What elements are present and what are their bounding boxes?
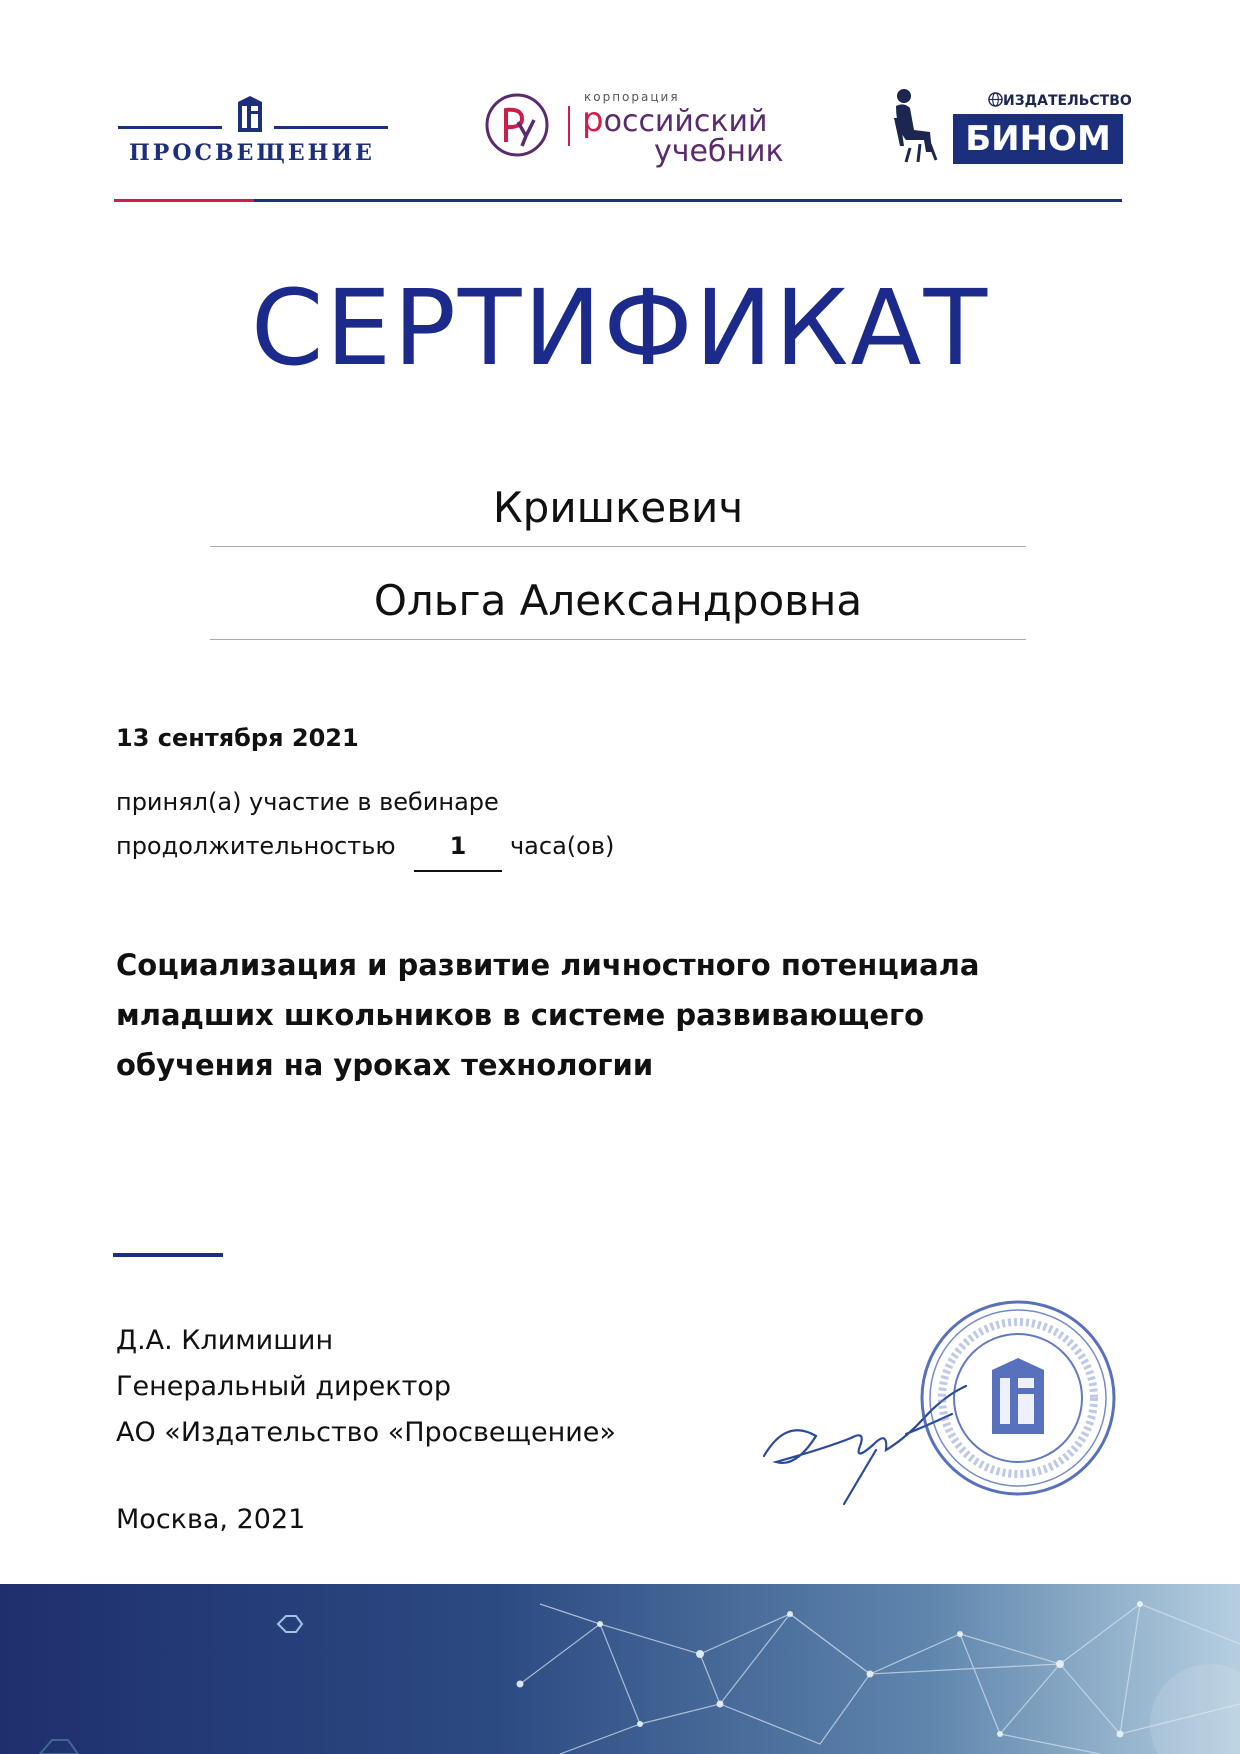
binom-logo [890,88,1132,168]
prosveshchenie-logo [114,90,390,170]
signer-name: Д.А. Климишин [116,1325,334,1356]
company-stamp [906,1298,1130,1498]
topic-line: обучения на уроках технологии [116,1048,654,1082]
duration-unit: часа(ов) [510,832,615,860]
logo-bar-right [274,126,388,129]
binom-publisher-text: ИЗДАТЕЛЬСТВО [1003,93,1132,109]
ru-corp-label: корпорация [584,90,680,104]
signer-block [116,1318,616,1456]
header-divider [114,199,1122,202]
place-and-year: Москва, 2021 [116,1504,306,1535]
binom-wordmark: БИНОМ [953,114,1123,164]
globe-icon [988,92,1003,107]
ru-separator [568,106,570,146]
header-divider-accent [114,199,254,202]
recipient-first-middle-name: Ольга Александровна [210,573,1026,640]
binom-publisher-label [988,92,1132,109]
ru-initial: р [582,100,604,140]
duration-hours: 1 [414,832,502,872]
certificate-title: СЕРТИФИКАТ [250,267,990,389]
webinar-topic [116,940,1076,1090]
logo-bar-left [118,126,222,129]
participation-text: принял(а) участие в вебинаре [116,788,499,816]
signer-divider [113,1253,223,1257]
signer-position: Генеральный директор [116,1371,451,1402]
network-pattern [0,1584,1240,1754]
seated-figure-icon [890,88,940,164]
event-date: 13 сентября 2021 [116,724,359,752]
ru-line2: учебник [654,134,784,169]
rus-uchebnik-logo [484,88,804,168]
decorative-footer-band [0,1584,1240,1754]
prosveshchenie-emblem-icon [234,92,266,134]
prosveshchenie-wordmark: ПРОСВЕЩЕНИЕ [129,140,375,166]
ru-circle-icon [484,92,550,158]
topic-line: Социализация и развитие личностного потенциала [116,948,980,982]
topic-line: младших школьников в системе развивающего [116,998,925,1032]
ru-line1-rest: оссийский [603,104,768,139]
recipient-surname: Кришкевич [210,480,1026,547]
duration-label: продолжительностью [116,832,396,860]
signer-company: АО «Издательство «Просвещение» [116,1417,616,1448]
